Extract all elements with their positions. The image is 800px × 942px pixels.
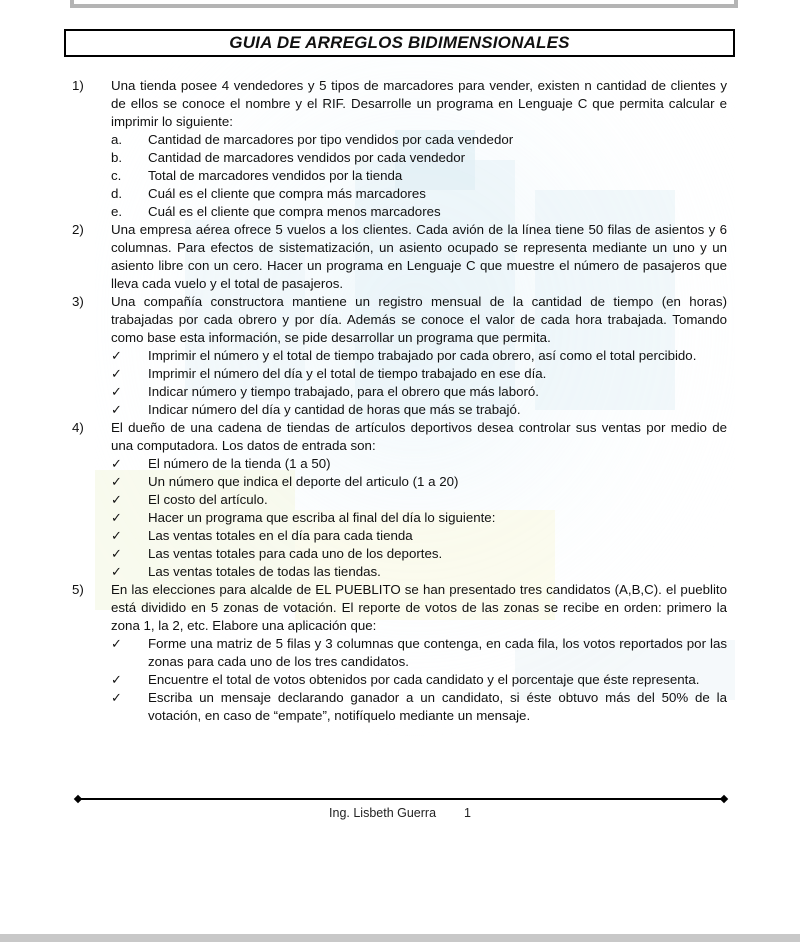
page-bottom-edge: [0, 934, 800, 942]
item-marker: c.: [111, 168, 122, 183]
checkmark-icon: ✓: [111, 384, 122, 399]
footer-line-right-diamond: [720, 795, 728, 803]
problem-number: 2): [72, 222, 84, 237]
list-item: [111, 365, 727, 383]
list-item: [111, 509, 727, 527]
list-item: [111, 545, 727, 563]
item-text: Cuál es el cliente que compra menos marcadores: [148, 204, 441, 219]
checkmark-icon: ✓: [111, 492, 122, 507]
footer-divider: [78, 798, 726, 800]
item-text: Total de marcadores vendidos por la tienda: [148, 168, 403, 183]
list-item: [111, 491, 727, 509]
checkmark-icon: ✓: [111, 528, 122, 543]
item-text: Las ventas totales en el día para cada tienda: [148, 528, 413, 543]
checkmark-icon: ✓: [111, 690, 122, 705]
checkmark-icon: ✓: [111, 636, 122, 651]
list-item: [111, 149, 727, 167]
checkmark-icon: ✓: [111, 348, 122, 363]
list-item: [111, 383, 727, 401]
checkmark-icon: ✓: [111, 564, 122, 579]
item-marker: a.: [111, 132, 123, 147]
problem-number: 3): [72, 294, 84, 309]
checkmark-icon: ✓: [111, 672, 122, 687]
item-marker: b.: [111, 150, 123, 165]
problem-number: 1): [72, 78, 84, 93]
item-text: Encuentre el total de votos obtenidos por cada candidato y el porcentaje que éste representa.: [148, 672, 700, 687]
list-item: [111, 203, 727, 221]
checkmark-icon: ✓: [111, 402, 122, 417]
problem-4: [72, 419, 727, 581]
checkmark-icon: ✓: [111, 510, 122, 525]
checkmark-icon: ✓: [111, 366, 122, 381]
item-marker: d.: [111, 186, 123, 201]
problem-5: [72, 581, 727, 725]
problem-list: [72, 77, 727, 725]
checkmark-icon: ✓: [111, 546, 122, 561]
checkmark-icon: ✓: [111, 456, 122, 471]
list-item: [111, 347, 727, 365]
item-text: Cantidad de marcadores por tipo vendidos por cada vendedor: [148, 132, 514, 147]
page-title: GUIA DE ARREGLOS BIDIMENSIONALES: [229, 33, 570, 52]
item-text: Forme una matriz de 5 filas y 3 columnas que contenga, en cada fila, los votos reportados por las zonas para cada uno de los tres candidatos.: [148, 636, 727, 669]
page-number: 1: [464, 806, 471, 820]
problem-text: En las elecciones para alcalde de EL PUEBLITO se han presentado tres candidatos (A,B,C). el pueblito está dividido en 5 zonas de votación. El reporte de votos de las zonas se recibe en orden: primero la zona 1, la 2, etc. Elabore una aplicación que:: [111, 582, 727, 633]
problem-text: El dueño de una cadena de tiendas de artículos deportivos desea controlar sus ventas por medio de una computadora. Los datos de entrada son:: [111, 420, 727, 453]
footer-author: Ing. Lisbeth Guerra: [329, 806, 437, 820]
item-text: Las ventas totales de todas las tiendas.: [148, 564, 381, 579]
page-top-frame: [70, 0, 738, 8]
problem-1: [72, 77, 727, 221]
problem-number: 5): [72, 582, 84, 597]
item-text: Indicar número del día y cantidad de horas que más se trabajó.: [148, 402, 521, 417]
problem-text: Una compañía constructora mantiene un registro mensual de la cantidad de tiempo (en horas) trabajadas por cada obrero y por día. Además se conoce el valor de cada hora trabajada. Tomando como base esta información, se pide desarrollar un programa que permita.: [111, 294, 727, 345]
item-text: Un número que indica el deporte del articulo (1 a 20): [148, 474, 459, 489]
problem-3: [72, 293, 727, 419]
problem-number: 4): [72, 420, 84, 435]
item-text: El costo del artículo.: [148, 492, 268, 507]
item-text: Hacer un programa que escriba al final del día lo siguiente:: [148, 510, 496, 525]
list-item: [111, 131, 727, 149]
problem-2: [72, 221, 727, 293]
list-item: [111, 563, 727, 581]
list-item: [111, 185, 727, 203]
list-item: [111, 167, 727, 185]
checkmark-icon: ✓: [111, 474, 122, 489]
list-item: [111, 671, 727, 689]
problem-text: Una tienda posee 4 vendedores y 5 tipos de marcadores para vender, existen n cantidad de clientes y de ellos se conoce el nombre y el RIF. Desarrolle un programa en Lenguaje C que permita calcular e imprimir lo siguiente:: [111, 78, 727, 129]
title-box: [64, 29, 735, 57]
item-text: Imprimir el número y el total de tiempo trabajado por cada obrero, así como el total percibido.: [148, 348, 697, 363]
list-item: [111, 455, 727, 473]
page-footer: [0, 806, 800, 820]
problem-text: Una empresa aérea ofrece 5 vuelos a los clientes. Cada avión de la línea tiene 50 filas de asientos y 6 columnas. Para efectos de sistematización, un asiento ocupado se representa mediante un uno y un asiento libre con un cero. Hacer un programa en Lenguaje C que muestre el número de pasajeros que lleva cada vuelo y el total de pasajeros.: [111, 222, 727, 291]
list-item: [111, 527, 727, 545]
item-marker: e.: [111, 204, 123, 219]
item-text: Indicar número y tiempo trabajado, para el obrero que más laboró.: [148, 384, 539, 399]
item-text: Imprimir el número del día y el total de tiempo trabajado en ese día.: [148, 366, 547, 381]
list-item: [111, 473, 727, 491]
item-text: El número de la tienda (1 a 50): [148, 456, 331, 471]
list-item: [111, 635, 727, 671]
item-text: Escriba un mensaje declarando ganador a un candidato, si éste obtuvo más del 50% de la votación, en caso de “empate”, notifíquelo mediante un mensaje.: [148, 690, 727, 723]
item-text: Cuál es el cliente que compra más marcadores: [148, 186, 426, 201]
list-item: [111, 401, 727, 419]
item-text: Cantidad de marcadores vendidos por cada vendedor: [148, 150, 466, 165]
item-text: Las ventas totales para cada uno de los deportes.: [148, 546, 443, 561]
list-item: [111, 689, 727, 725]
